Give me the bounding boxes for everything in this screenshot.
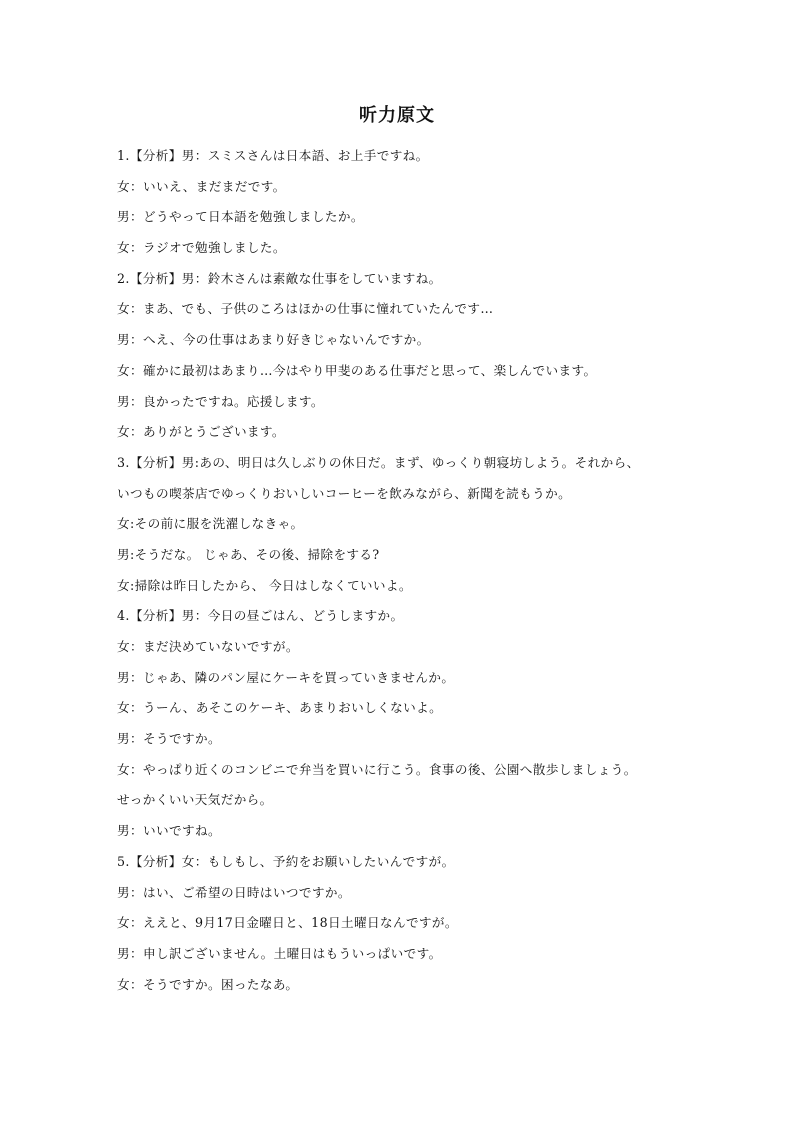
transcript-line: 女：いいえ、まだまだです。	[117, 178, 286, 194]
transcript-line: 女:掃除は昨日したから、 今日はしなくていいよ。	[117, 577, 412, 593]
transcript-body	[117, 146, 717, 1005]
transcript-line: 2.【分析】男：鈴木さんは素敵な仕事をしていますね。	[117, 270, 442, 286]
transcript-line: 女:その前に服を洗濯しなきゃ。	[117, 516, 304, 532]
transcript-line: 女：ええと、9月17日金曜日と、18日土曜日なんですが。	[117, 915, 458, 931]
transcript-line: 男：へえ、今の仕事はあまり好きじゃないんですか。	[117, 332, 430, 348]
transcript-line: 4.【分析】男：今日の昼ごはん、どうしますか。	[117, 608, 404, 624]
transcript-line: 男：申し訳ございません。土曜日はもういっぱいです。	[117, 945, 442, 961]
transcript-line: 男：いいですね。	[117, 823, 221, 839]
transcript-line: 男：そうですか。	[117, 731, 221, 747]
transcript-line: 男：はい、ご希望の日時はいつですか。	[117, 884, 351, 900]
transcript-line: 男：どうやって日本語を勉強しましたか。	[117, 209, 364, 225]
transcript-line: 男:そうだな。 じゃあ、その後、掃除をする?	[117, 546, 380, 562]
transcript-line: 女：うーん、あそこのケーキ、あまりおいしくないよ。	[117, 700, 443, 716]
transcript-line: 女：そうですか。困ったなあ。	[117, 976, 299, 992]
transcript-line: せっかくいい天気だから。	[117, 792, 273, 808]
transcript-line: 1.【分析】男：スミスさんは日本語、お上手ですね。	[117, 148, 429, 163]
transcript-line: 男：じゃあ、隣のパン屋にケーキを買っていきませんか。	[117, 669, 455, 685]
transcript-line: 女：ありがとうございます。	[117, 424, 285, 440]
transcript-line: 女：確かに最初はあまり…今はやり甲斐のある仕事だと思って、楽しんでいます。	[117, 362, 597, 378]
transcript-line: 3.【分析】男:あの、明日は久しぶりの休日だ。まず、ゆっくり朝寝坊しよう。それから、	[117, 454, 640, 470]
transcript-line: 女：まだ決めていないですが。	[117, 639, 299, 654]
transcript-line: 男：良かったですね。応援します。	[117, 393, 324, 409]
transcript-line: いつもの喫茶店でゆっくりおいしいコーヒーを飲みながら、新聞を読もうか。	[117, 485, 572, 501]
transcript-line: 5.【分析】女：もしもし、予約をお願いしたいんですが。	[117, 853, 455, 869]
transcript-line: 女：ラジオで勉強しました。	[117, 240, 286, 256]
transcript-line: 女：まあ、でも、子供のころはほかの仕事に憧れていたんです…	[117, 301, 494, 317]
transcript-line: 女：やっぱり近くのコンビニで弁当を買いに行こう。食事の後、公園へ散歩しましょう。	[117, 761, 637, 777]
page-title: 听力原文	[359, 105, 435, 126]
